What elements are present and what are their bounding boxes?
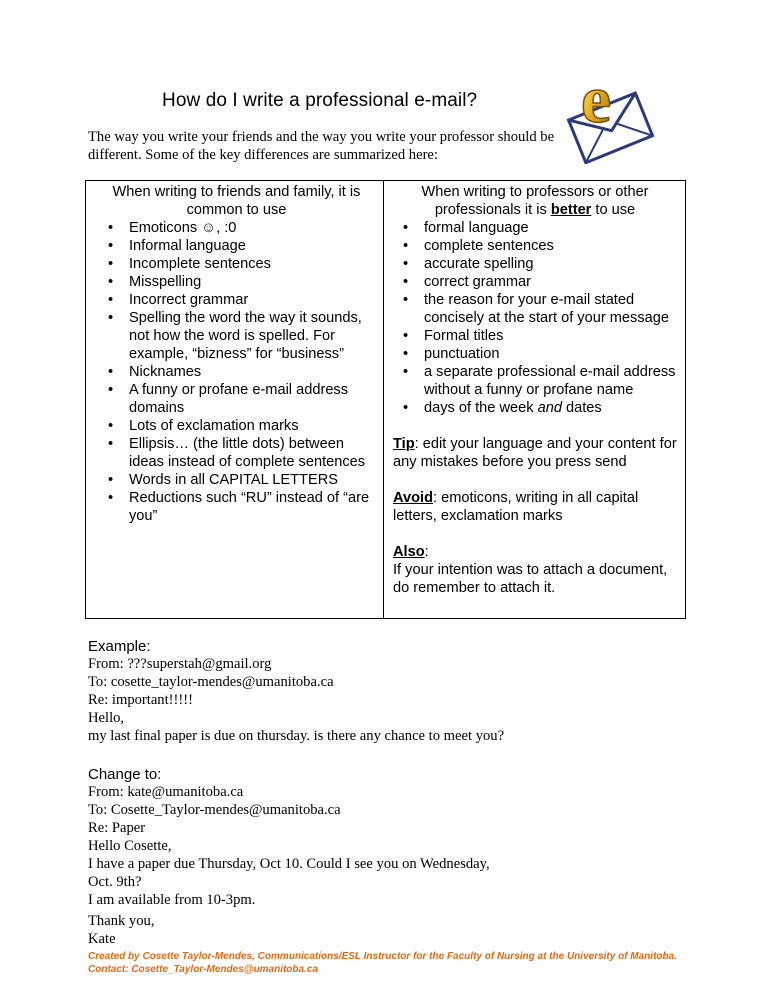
also-paragraph: Also: If your intention was to attach a document, do remember to attach it.	[393, 544, 668, 596]
avoid-paragraph: Avoid: emoticons, writing in all capital letters, exclamation marks	[393, 490, 639, 524]
email-line: To: cosette_taylor-mendes@umanitoba.ca	[88, 674, 334, 690]
svg-text:e: e	[581, 61, 612, 137]
email-e-logo-icon	[553, 52, 665, 164]
email-line: Hello Cosette,	[88, 838, 172, 854]
professional-column	[384, 181, 685, 618]
footer-contact-line: Contact: Cosette_Taylor-Mendes@umanitoba.ca	[88, 964, 318, 975]
list-item: • Emoticons ☺, :0	[129, 219, 375, 237]
list-item: • Incorrect grammar	[129, 291, 375, 309]
list-item: • Informal language	[129, 237, 375, 255]
avoid-label: Avoid	[393, 490, 433, 506]
email-line: Hello,	[88, 710, 125, 726]
list-item: • correct grammar	[424, 273, 677, 291]
list-item: • days of the week and dates	[424, 399, 677, 417]
list-item: • A funny or profane e-mail address domains	[129, 381, 375, 417]
footer-credit-line: Created by Cosette Taylor-Mendes, Communications/ESL Instructor for the Faculty of Nursing at the University of Manitoba.	[88, 951, 677, 962]
revised-email	[88, 783, 608, 909]
email-line: Re: important!!!!!	[88, 692, 193, 708]
informal-heading: When writing to friends and family, it is common to use	[112, 184, 361, 218]
email-line: From: kate@umanitoba.ca	[88, 784, 244, 800]
list-item: • Misspelling	[129, 273, 375, 291]
email-line: I am available from 10-3pm.	[88, 892, 256, 908]
list-item: • Ellipsis… (the little dots) between ideas instead of complete sentences	[129, 435, 375, 471]
informal-list	[98, 219, 375, 525]
sign-off	[88, 912, 154, 948]
signature-name: Kate	[88, 931, 116, 947]
professional-list	[393, 219, 677, 417]
list-item: • Nicknames	[129, 363, 375, 381]
email-line: Re: Paper	[88, 820, 146, 836]
page-title: How do I write a professional e-mail?	[162, 90, 478, 111]
comparison-table	[85, 180, 686, 619]
list-item: • formal language	[424, 219, 677, 237]
tip-label: Tip	[393, 436, 415, 452]
thanks-line: Thank you,	[88, 913, 155, 929]
email-line: my last final paper is due on thursday. is there any chance to meet you?	[88, 728, 505, 744]
tip-paragraph: Tip: edit your language and your content for any mistakes before you press send	[393, 436, 677, 470]
footer-credit	[88, 950, 677, 976]
list-item: • Spelling the word the way it sounds, not how the word is spelled. For example, “bizness” for “business”	[129, 309, 375, 363]
list-item: • Lots of exclamation marks	[129, 417, 375, 435]
list-item: • Words in all CAPITAL LETTERS	[129, 471, 375, 489]
email-line: From: ???superstah@gmail.org	[88, 656, 272, 672]
intro-paragraph: The way you write your friends and the way you write your professor should be different. Some of the key differences are summarized here:	[88, 129, 555, 163]
example-email	[88, 655, 504, 745]
list-item: • accurate spelling	[424, 255, 677, 273]
emphasis-better: better	[550, 202, 592, 218]
list-item: • the reason for your e-mail stated concisely at the start of your message	[424, 291, 677, 327]
list-item: • complete sentences	[424, 237, 677, 255]
emphasis-and: and	[537, 400, 562, 416]
list-item: • Reductions such “RU” instead of “are you”	[129, 489, 375, 525]
list-item: • a separate professional e-mail address without a funny or profane name	[424, 363, 677, 399]
change-heading: Change to:	[88, 766, 162, 783]
list-item: • punctuation	[424, 345, 677, 363]
list-item: • Incomplete sentences	[129, 255, 375, 273]
informal-column	[86, 181, 384, 618]
also-label: Also	[393, 544, 425, 560]
list-item: • Formal titles	[424, 327, 677, 345]
email-line: I have a paper due Thursday, Oct 10. Could I see you on Wednesday,	[88, 856, 490, 872]
professional-heading: When writing to professors or other professionals it is better to use	[421, 184, 649, 218]
email-line: To: Cosette_Taylor-mendes@umanitoba.ca	[88, 802, 341, 818]
email-line: Oct. 9th?	[88, 874, 142, 890]
example-heading: Example:	[88, 638, 151, 655]
